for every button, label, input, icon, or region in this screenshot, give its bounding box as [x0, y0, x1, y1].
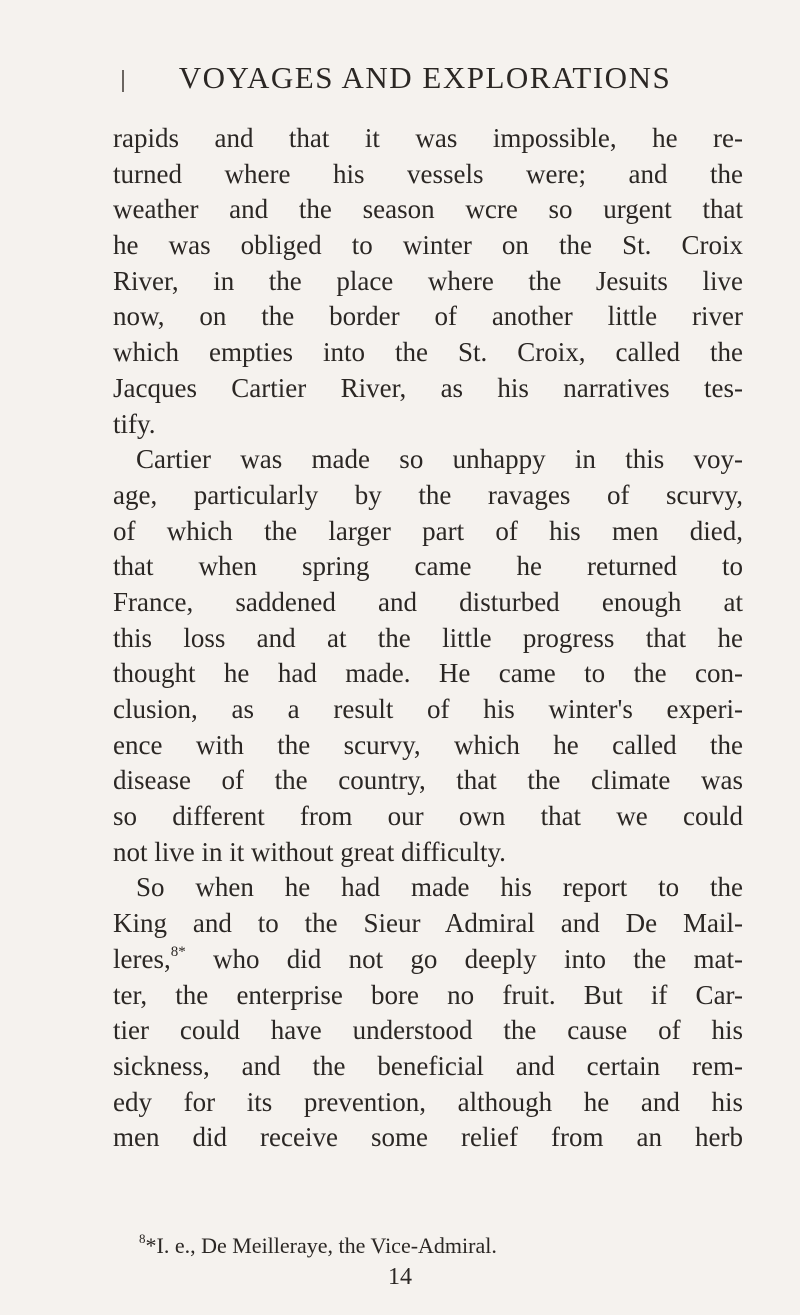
text-line	[113, 763, 743, 799]
text-line-content: tier could have understood the cause of his	[113, 1015, 743, 1046]
text-line	[113, 335, 743, 371]
text-line	[113, 1049, 743, 1085]
footnote	[139, 1231, 497, 1261]
text-line-content: edy for its prevention, although he and his	[113, 1086, 743, 1117]
text-line-content: tify.	[113, 408, 156, 439]
text-line	[113, 799, 743, 835]
text-line-content: King and to the Sieur Admiral and De Mail-	[113, 908, 743, 939]
text-line	[113, 442, 743, 478]
footnote-reference: 8*	[170, 943, 186, 960]
text-line	[113, 157, 743, 193]
text-line-content: men did receive some relief from an herb	[113, 1122, 743, 1153]
text-line	[113, 906, 743, 942]
text-line-content: sickness, and the beneficial and certain rem-	[113, 1050, 743, 1081]
text-line	[113, 870, 743, 906]
footnote-marker: 8	[139, 1231, 146, 1246]
text-line-content: ence with the scurvy, which he called the	[113, 729, 743, 760]
text-line-content: ter, the enterprise bore no fruit. But if Car-	[113, 979, 743, 1010]
text-line-content: he was obliged to winter on the St. Croix	[113, 230, 743, 261]
text-line	[113, 978, 743, 1014]
text-line	[113, 942, 743, 978]
text-line	[113, 692, 743, 728]
text-line	[113, 1085, 743, 1121]
text-line	[113, 728, 743, 764]
text-line-content: Jacques Cartier River, as his narratives tes-	[113, 372, 743, 403]
text-line	[113, 192, 743, 228]
text-line	[113, 299, 743, 335]
body-text	[113, 121, 743, 1156]
running-head: VOYAGES AND EXPLORATIONS	[178, 60, 672, 95]
text-line-content: so different from our own that we could	[113, 801, 743, 832]
text-line	[113, 228, 743, 264]
text-line-content: rapids and that it was impossible, he re-	[113, 123, 743, 153]
text-line	[113, 656, 743, 692]
text-line-content: not live in it without great difficulty.	[113, 836, 506, 867]
text-line-content: clusion, as a result of his winter's experi-	[113, 694, 743, 724]
text-line	[113, 549, 743, 585]
text-line-content: France, saddened and disturbed enough at	[113, 586, 743, 617]
text-line-content: of which the larger part of his men died,	[113, 515, 743, 546]
text-line-continuation: who did not go deeply into the mat-	[185, 943, 743, 974]
text-line-content: turned where his vessels were; and the	[113, 158, 743, 189]
text-line	[113, 585, 743, 621]
text-line	[113, 835, 743, 871]
text-line-content: So when he had made his report to the	[136, 872, 743, 903]
text-line-content: now, on the border of another little river	[113, 301, 743, 332]
text-line-content: age, particularly by the ravages of scurvy,	[113, 479, 743, 510]
text-line	[113, 121, 743, 157]
text-line	[113, 407, 743, 443]
text-line-content: disease of the country, that the climate was	[113, 765, 743, 796]
text-line-content: that when spring came he returned to	[113, 551, 743, 582]
text-line	[113, 371, 743, 407]
text-line	[113, 514, 743, 550]
text-line	[113, 264, 743, 300]
footnote-text: *I. e., De Meilleraye, the Vice-Admiral.	[145, 1233, 497, 1258]
text-line-content: River, in the place where the Jesuits live	[113, 265, 743, 296]
text-line-content: weather and the season wcre so urgent that	[113, 194, 743, 225]
text-line-content: this loss and at the little progress that he	[113, 622, 743, 653]
text-line	[113, 1013, 743, 1049]
text-line	[113, 621, 743, 657]
text-line-content: Cartier was made so unhappy in this voy-	[136, 444, 743, 475]
text-line	[113, 478, 743, 514]
text-line	[113, 1120, 743, 1156]
page-number: 14	[388, 1264, 412, 1290]
text-line-content: which empties into the St. Croix, called the	[113, 337, 743, 368]
text-line-content: leres,	[113, 943, 171, 974]
text-line-content: thought he had made. He came to the con-	[113, 658, 743, 689]
